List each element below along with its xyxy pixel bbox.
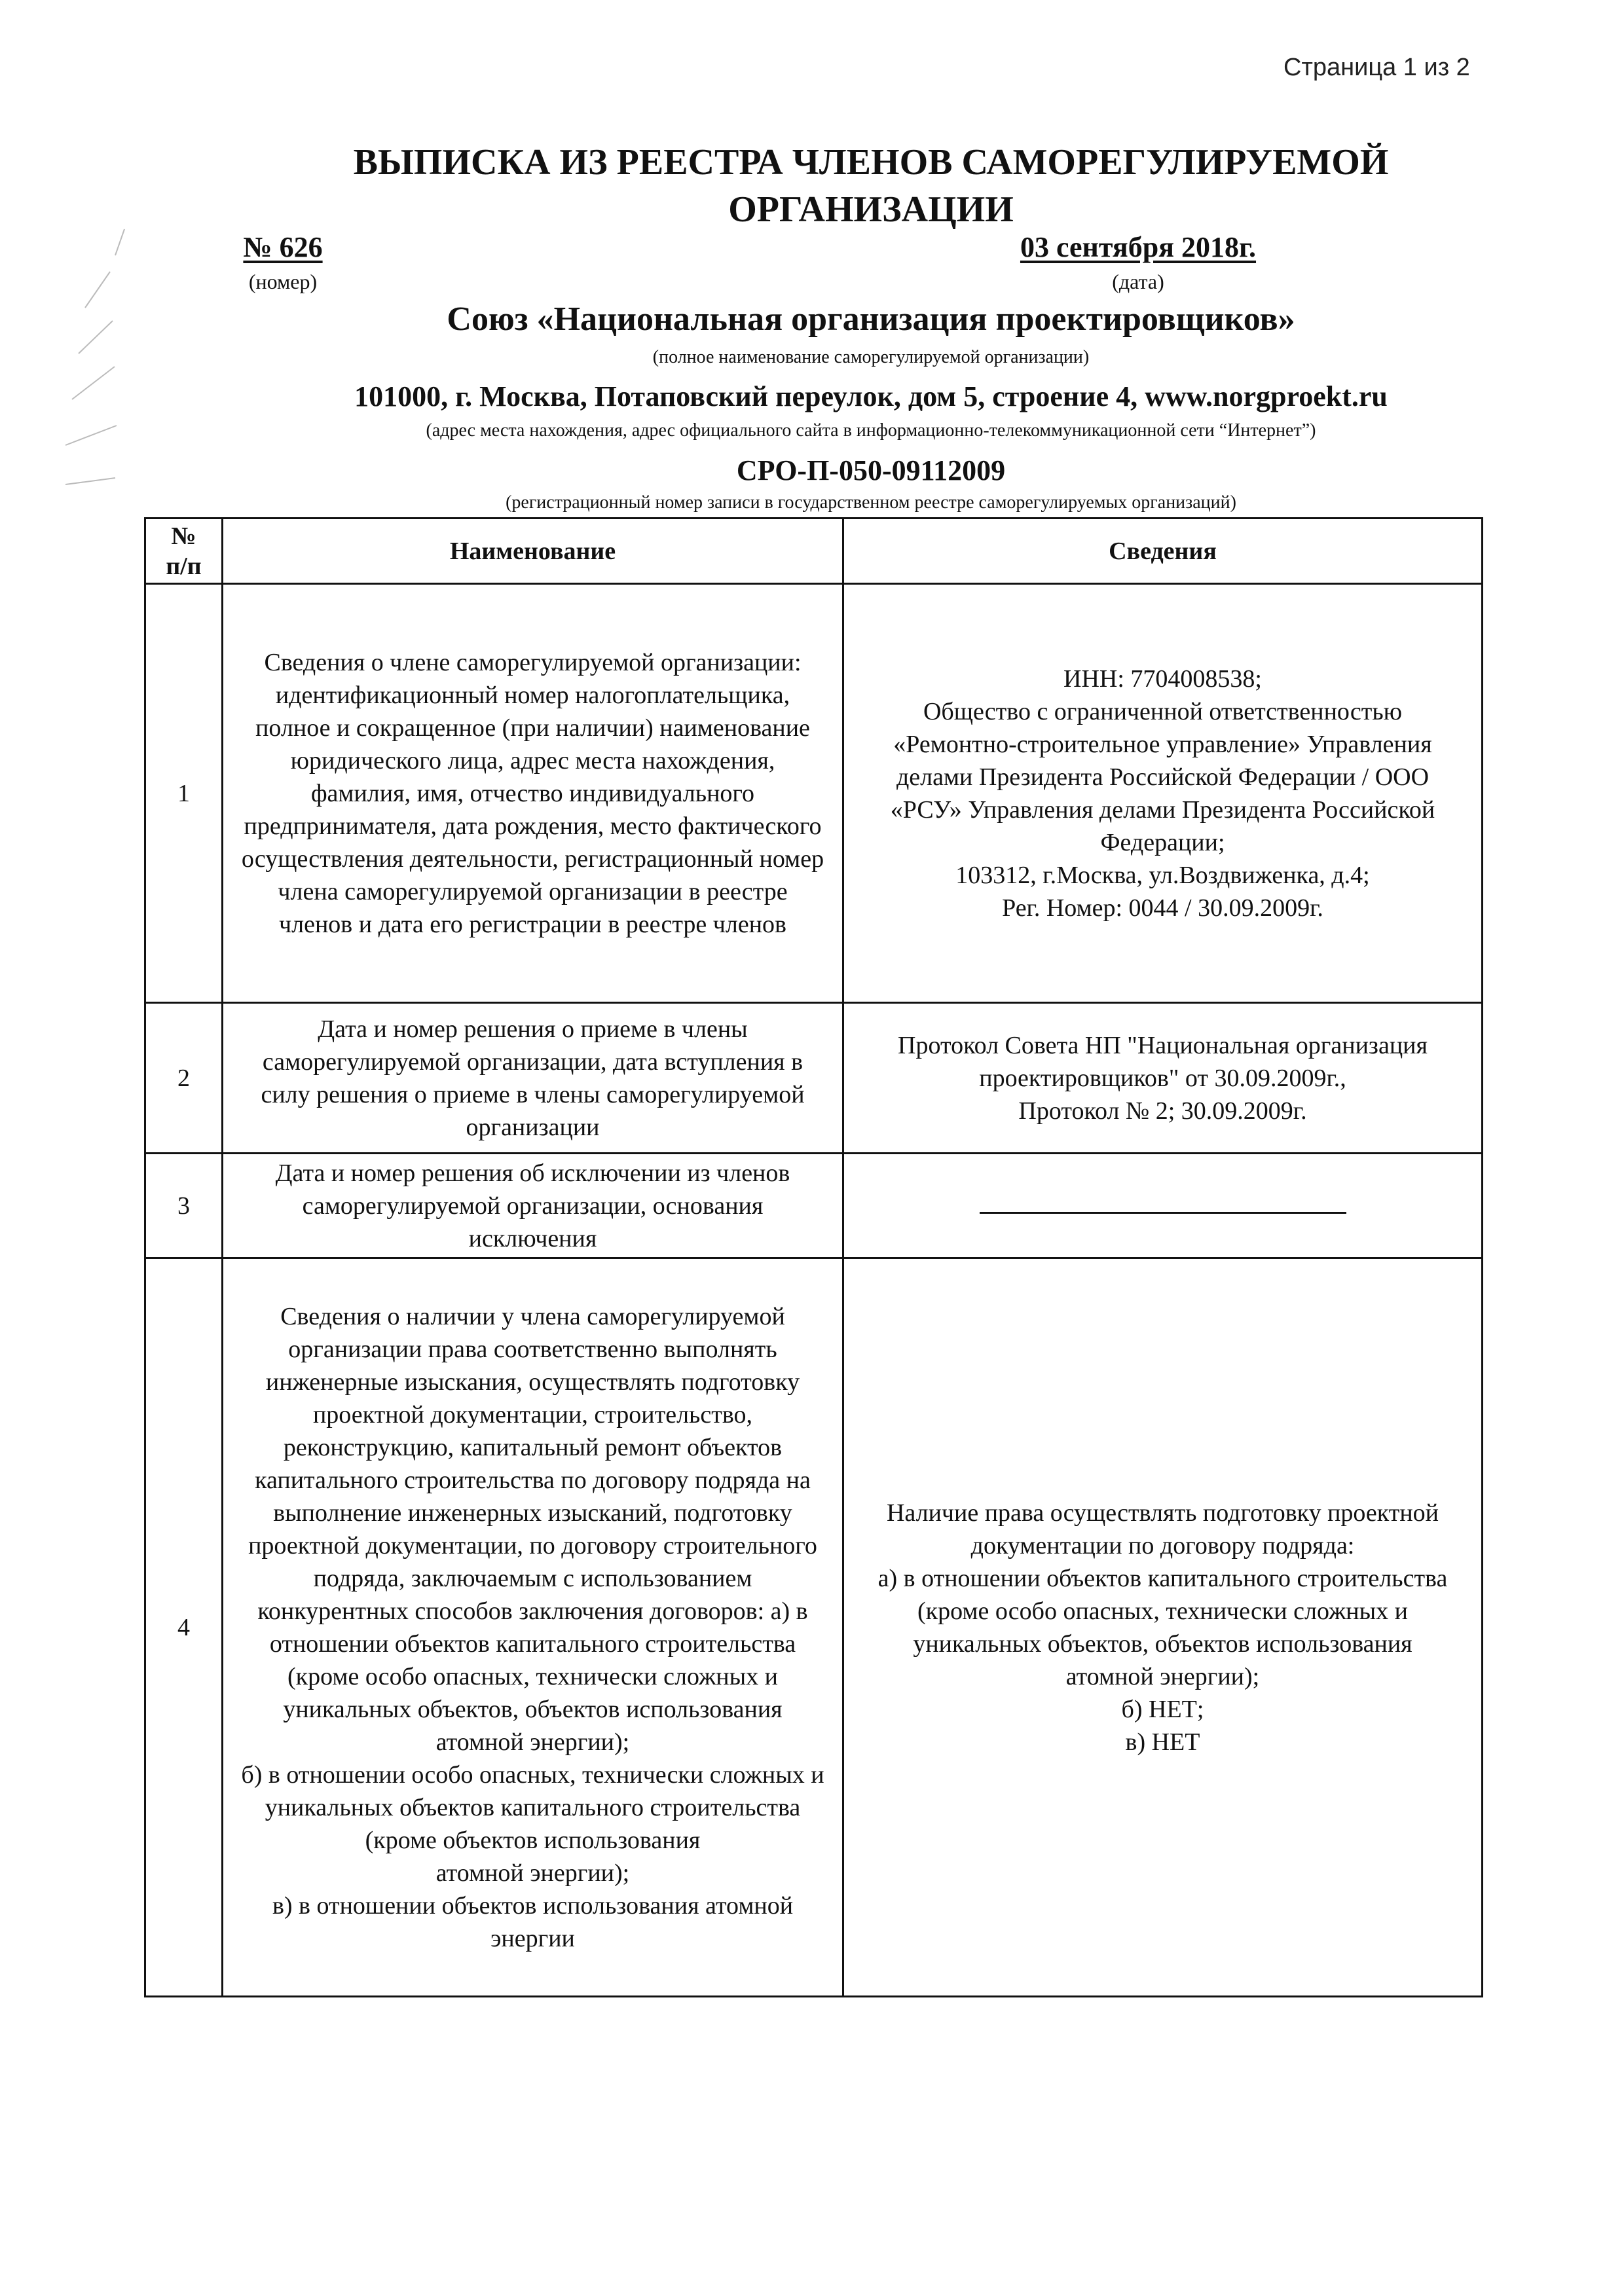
row-info-empty <box>843 1154 1483 1258</box>
row-name: Сведения о наличии у члена саморегулируемой организации права соответственно выполнять инженерные изыскания, осуществлять подготовку проектной документации, строительство, реконструкцию, капитальный ремонт объектов капитального строительства по договору подряда на выполнение инженерных изысканий, подготовку проектной документации, по договору строительного подряда, заключаемым с использованием конкурентных способов заключения договоров: а) в отношении объектов капитального строительства (кроме особо опасных, технически сложных и уникальных объектов, объектов использования атомной энергии); б) в отношении особо опасных, технически сложных и уникальных объектов капитального строительства (кроме объектов использования атомной энергии); в) в отношении объектов использования атомной энергии <box>223 1258 843 1997</box>
row-name: Дата и номер решения об исключении из членов саморегулируемой организации, основания исключения <box>223 1154 843 1258</box>
document-number-block <box>211 229 355 297</box>
organization-reg-caption: (регистрационный номер записи в государственном реестре саморегулируемых организаций) <box>506 492 1236 513</box>
registry-table <box>144 517 1483 1997</box>
organization-name: Союз «Национальная организация проектировщиков» <box>447 301 1295 338</box>
row-num: 4 <box>145 1258 223 1997</box>
header-name: Наименование <box>223 519 843 584</box>
header-num: № п/п <box>145 519 223 584</box>
organization-name-caption: (полное наименование саморегулируемой организации) <box>652 347 1090 367</box>
document-number: № 626 <box>243 231 323 263</box>
row-info: Наличие права осуществлять подготовку проектной документации по договору подряда: а) в отношении объектов капитального строительства (кроме особо опасных, технически сложных и уникальных объектов, объектов использования атомной энергии); б) НЕТ; в) НЕТ <box>843 1258 1483 1997</box>
table-header-row <box>145 519 1483 584</box>
page-indicator: Страница 1 из 2 <box>1283 54 1470 81</box>
organization-reg-number: СРО-П-050-09112009 <box>736 454 1006 486</box>
blank-line <box>980 1205 1346 1214</box>
table-row <box>145 584 1483 1003</box>
table-row <box>145 1258 1483 1997</box>
document-date-block <box>987 229 1289 297</box>
document-date-caption: (дата) <box>1112 270 1164 293</box>
row-num: 3 <box>145 1154 223 1258</box>
row-info: ИНН: 7704008538; Общество с ограниченной ответственностью «Ремонтно-строительное управление» Управления делами Президента Российской Федерации / ООО «РСУ» Управления делами Президента Российской Федерации; 103312, г.Москва, ул.Воздвиженка, д.4; Рег. Номер: 0044 / 30.09.2009г. <box>843 584 1483 1003</box>
table-row <box>145 1154 1483 1258</box>
row-name: Сведения о члене саморегулируемой организации: идентификационный номер налогоплательщика, полное и сокращенное (при наличии) наименование юридического лица, адрес места нахождения, фамилия, имя, отчество индивидуального предпринимателя, дата рождения, место фактического осуществления деятельности, регистрационный номер члена саморегулируемой организации в реестре членов и дата его регистрации в реестре членов <box>223 584 843 1003</box>
row-num: 1 <box>145 584 223 1003</box>
row-num: 2 <box>145 1003 223 1154</box>
document-title: ВЫПИСКА ИЗ РЕЕСТРА ЧЛЕНОВ САМОРЕГУЛИРУЕМОЙ ОРГАНИЗАЦИИ <box>353 142 1389 230</box>
row-name: Дата и номер решения о приеме в члены саморегулируемой организации, дата вступления в силу решения о приеме в члены саморегулируемой организации <box>223 1003 843 1154</box>
organization-address-caption: (адрес места нахождения, адрес официального сайта в информационно-телекоммуникационной сети “Интернет”) <box>426 420 1316 441</box>
document-number-caption: (номер) <box>248 270 318 293</box>
document-date: 03 сентября 2018г. <box>1020 231 1257 263</box>
organization-address: 101000, г. Москва, Потаповский переулок, дом 5, строение 4, www.norgproekt.ru <box>354 380 1388 412</box>
row-info: Протокол Совета НП "Национальная организация проектировщиков" от 30.09.2009г., Протокол № 2; 30.09.2009г. <box>843 1003 1483 1154</box>
header-info: Сведения <box>843 519 1483 584</box>
table-row <box>145 1003 1483 1154</box>
